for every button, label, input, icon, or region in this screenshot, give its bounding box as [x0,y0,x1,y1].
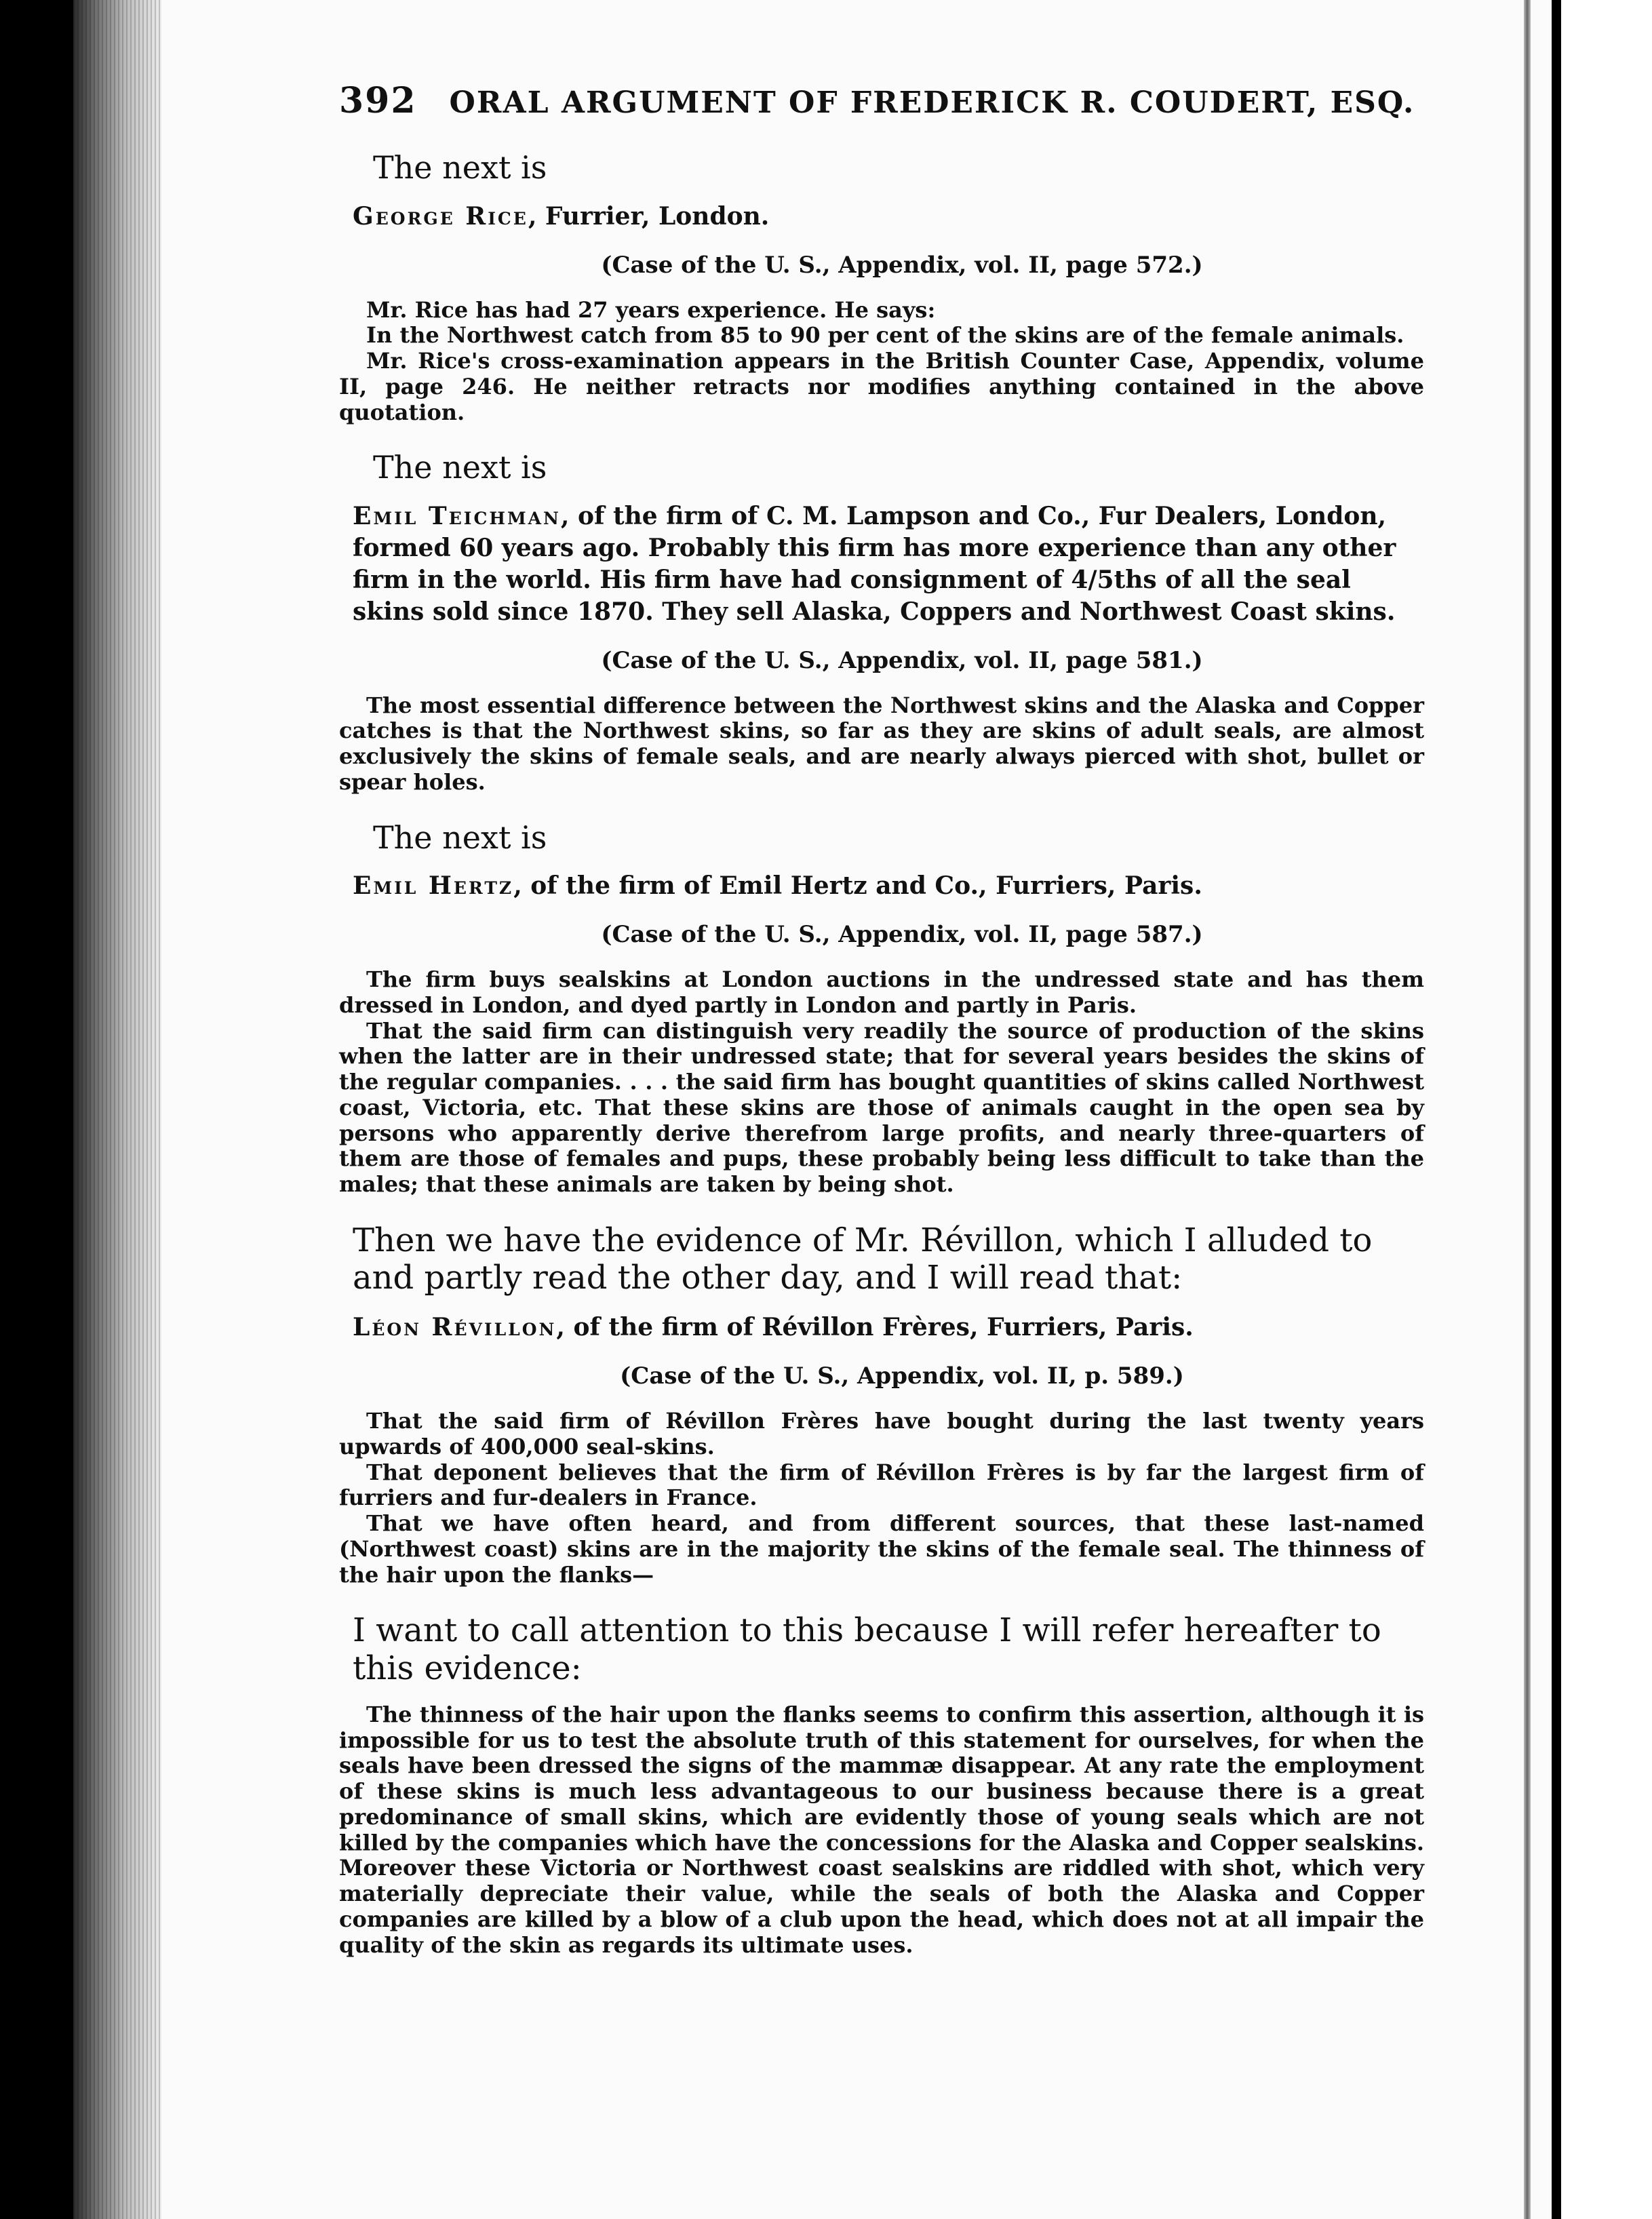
quote-paragraph: The firm buys sealskins at London auctions in the undressed state and has them dressed in London, and dyed partly in London and partly in Paris. [339,966,1424,1018]
witness-name: Emil Hertz [353,871,514,901]
quote-paragraph: The most essential difference between the Northwest skins and the Alaska and Copper catches is that the Northwest skins, so far as they are skins of adult seals, are almost exclusively the skins of female seals, and are nearly always pierced with shot, bullet or spear holes. [339,692,1424,795]
citation: (Case of the U. S., Appendix, vol. II, page 572.) [601,251,1203,279]
page-number: 392 [339,80,417,121]
page-fold-shadow [1524,0,1531,2219]
witness-line [353,201,1424,233]
quoted-evidence [339,693,1424,796]
witness-line [353,1312,1424,1343]
witness-line [353,870,1424,902]
argument-text: I want to call attention to this because I will refer hereafter to this evidence: [353,1611,1381,1687]
quote-paragraph: That we have often heard, and from different sources, that these last-named (Northwest coast) skins are in the majority the skins of the female seal. The thinness of the hair upon the flanks— [339,1510,1424,1588]
section-lead: The next is [373,819,547,856]
witness-line [353,500,1424,627]
witness-name: George Rice [353,201,528,231]
citation: (Case of the U. S., Appendix, vol. II, page 587.) [601,921,1203,949]
witness-description: , of the firm of Emil Hertz and Co., Furriers, Paris. [513,871,1202,901]
quoted-evidence [339,1702,1424,1959]
citation: (Case of the U. S., Appendix, vol. II, p. 589.) [620,1362,1184,1390]
quoted-evidence [339,1409,1424,1588]
witness-description: , of the firm of Révillon Frères, Furriers, Paris. [556,1313,1194,1342]
scan-border-left [0,0,73,2219]
running-title: ORAL ARGUMENT OF FREDERICK R. COUDERT, ESQ. [449,85,1415,120]
argument-text: Then we have the evidence of Mr. Révillon, which I alluded to and partly read the other day, and I will read that: [353,1221,1373,1297]
witness-name: Léon Révillon [353,1313,557,1342]
quoted-evidence [339,298,1424,426]
running-head [339,80,1424,121]
quote-paragraph: Mr. Rice's cross-examination appears in the British Counter Case, Appendix, volume II, page 246. He neither retracts nor modifies anything contained in the above quotation. [339,348,1424,425]
quote-paragraph: That the said firm can distinguish very readily the source of production of the skins when the latter are in their undressed state; that for several years besides the skins of the regular companies. . . . the said firm has bought quantities of skins called Northwest coast, Victoria, etc. That these skins are those of animals caught in the open sea by persons who apparently derive therefrom large profits, and nearly three-quarters of them are those of females and pups, these probably being less difficult to take than the males; that these animals are taken by being shot. [339,1017,1424,1198]
quote-paragraph: That deponent believes that the firm of Révillon Frères is by far the largest firm of furriers and fur-dealers in France. [339,1459,1424,1511]
quote-paragraph: That the said firm of Révillon Frères have bought during the last twenty years upwards of 400,000 seal-skins. [339,1408,1424,1459]
citation: (Case of the U. S., Appendix, vol. II, page 581.) [601,646,1203,674]
witness-description: , Furrier, London. [528,201,770,231]
page-edges [73,0,161,2219]
page-content [339,80,1424,1982]
scan-border-right [1552,0,1652,2219]
witness-name: Emil Teichman [353,502,561,531]
section-lead: The next is [373,149,547,186]
section-lead: The next is [373,449,547,486]
quote-paragraph: Mr. Rice has had 27 years experience. He says: [366,296,936,323]
quote-paragraph: In the Northwest catch from 85 to 90 per cent of the skins are of the female animals. [366,322,1404,349]
witness-description: , of the firm of C. M. Lampson and Co., Fur Dealers, London, formed 60 years ago. Probably this firm has more experience than any other firm in the world. His firm have had consignment of 4/5ths of all the seal skins sold since 1870. They sell Alaska, Coppers and Northwest Coast skins. [353,502,1396,626]
quote-paragraph: The thinness of the hair upon the flanks seems to confirm this assertion, although it is impossible for us to test the absolute truth of this statement for ourselves, for when the seals have been dressed the signs of the mammæ disappear. At any rate the employment of these skins is much less advantageous to our business because there is a great predominance of small skins, which are evidently those of young seals which are not killed by the companies which have the concessions for the Alaska and Copper sealskins. Moreover these Victoria or Northwest coast sealskins are riddled with shot, which very materially depreciate their value, while the seals of both the Alaska and Copper companies are killed by a blow of a club upon the head, which does not at all impair the quality of the skin as regards its ultimate uses. [339,1701,1424,1958]
quoted-evidence [339,967,1424,1198]
